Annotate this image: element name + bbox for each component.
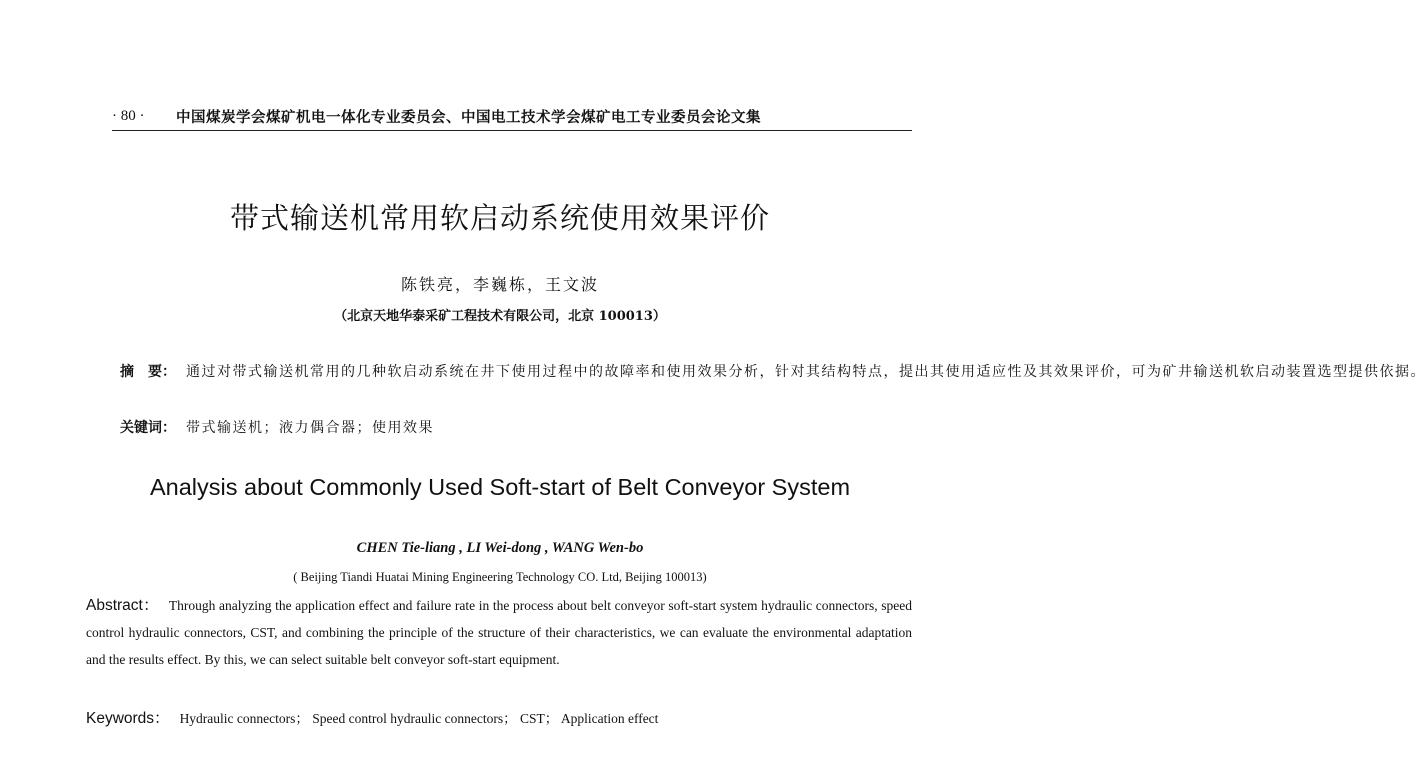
keywords-en xyxy=(86,705,912,732)
page-number: · 80 · xyxy=(112,107,145,124)
abstract-zh xyxy=(120,360,1426,384)
abstract-zh-label: 摘 要： xyxy=(120,364,176,380)
keywords-en-text: Hydraulic connectors； Speed control hydraulic connectors； CST； Application effect xyxy=(179,711,659,726)
authors-zh: 陈铁亮，李巍栋，王文波 xyxy=(400,275,599,294)
abstract-en xyxy=(86,592,912,673)
keywords-zh-label: 关键词： xyxy=(120,420,176,436)
keywords-zh xyxy=(120,416,910,440)
abstract-zh-text: 通过对带式输送机常用的几种软启动系统在井下使用过程中的故障率和使用效果分析，针对其结构特点，提出其使用适应性及其效果评价，可为矿井输送机软启动装置选型提供依据。 xyxy=(186,364,1426,380)
keywords-zh-text: 带式输送机；液力偶合器；使用效果 xyxy=(186,420,434,436)
paper-title-en: Analysis about Commonly Used Soft-start of Belt Conveyor System xyxy=(149,474,851,500)
keywords-en-label: Keywords： xyxy=(86,710,170,727)
affiliation-en: ( Beijing Tiandi Huatai Mining Engineering Technology CO. Ltd, Beijing 100013) xyxy=(293,570,707,584)
running-header xyxy=(112,102,912,131)
journal-title: 中国煤炭学会煤矿机电一体化专业委员会、中国电工技术学会煤矿电工专业委员会论文集 xyxy=(176,108,761,126)
abstract-en-text: Through analyzing the application effect and failure rate in the process about belt conveyor soft-start system hydraulic connectors, speed control hydraulic connectors, CST, and combining the principle of the structure of their characteristics, we can evaluate the environmental adaptation and the results effect. By this, we can select suitable belt conveyor soft-start equipment. xyxy=(86,598,912,667)
paper-title-zh: 带式输送机常用软启动系统使用效果评价 xyxy=(229,201,770,235)
authors-en: CHEN Tie-liang , LI Wei-dong , WANG Wen-bo xyxy=(356,540,644,556)
affiliation-zh: （北京天地华泰采矿工程技术有限公司，北京 100013） xyxy=(334,309,666,324)
abstract-en-label: Abstract： xyxy=(86,597,159,614)
